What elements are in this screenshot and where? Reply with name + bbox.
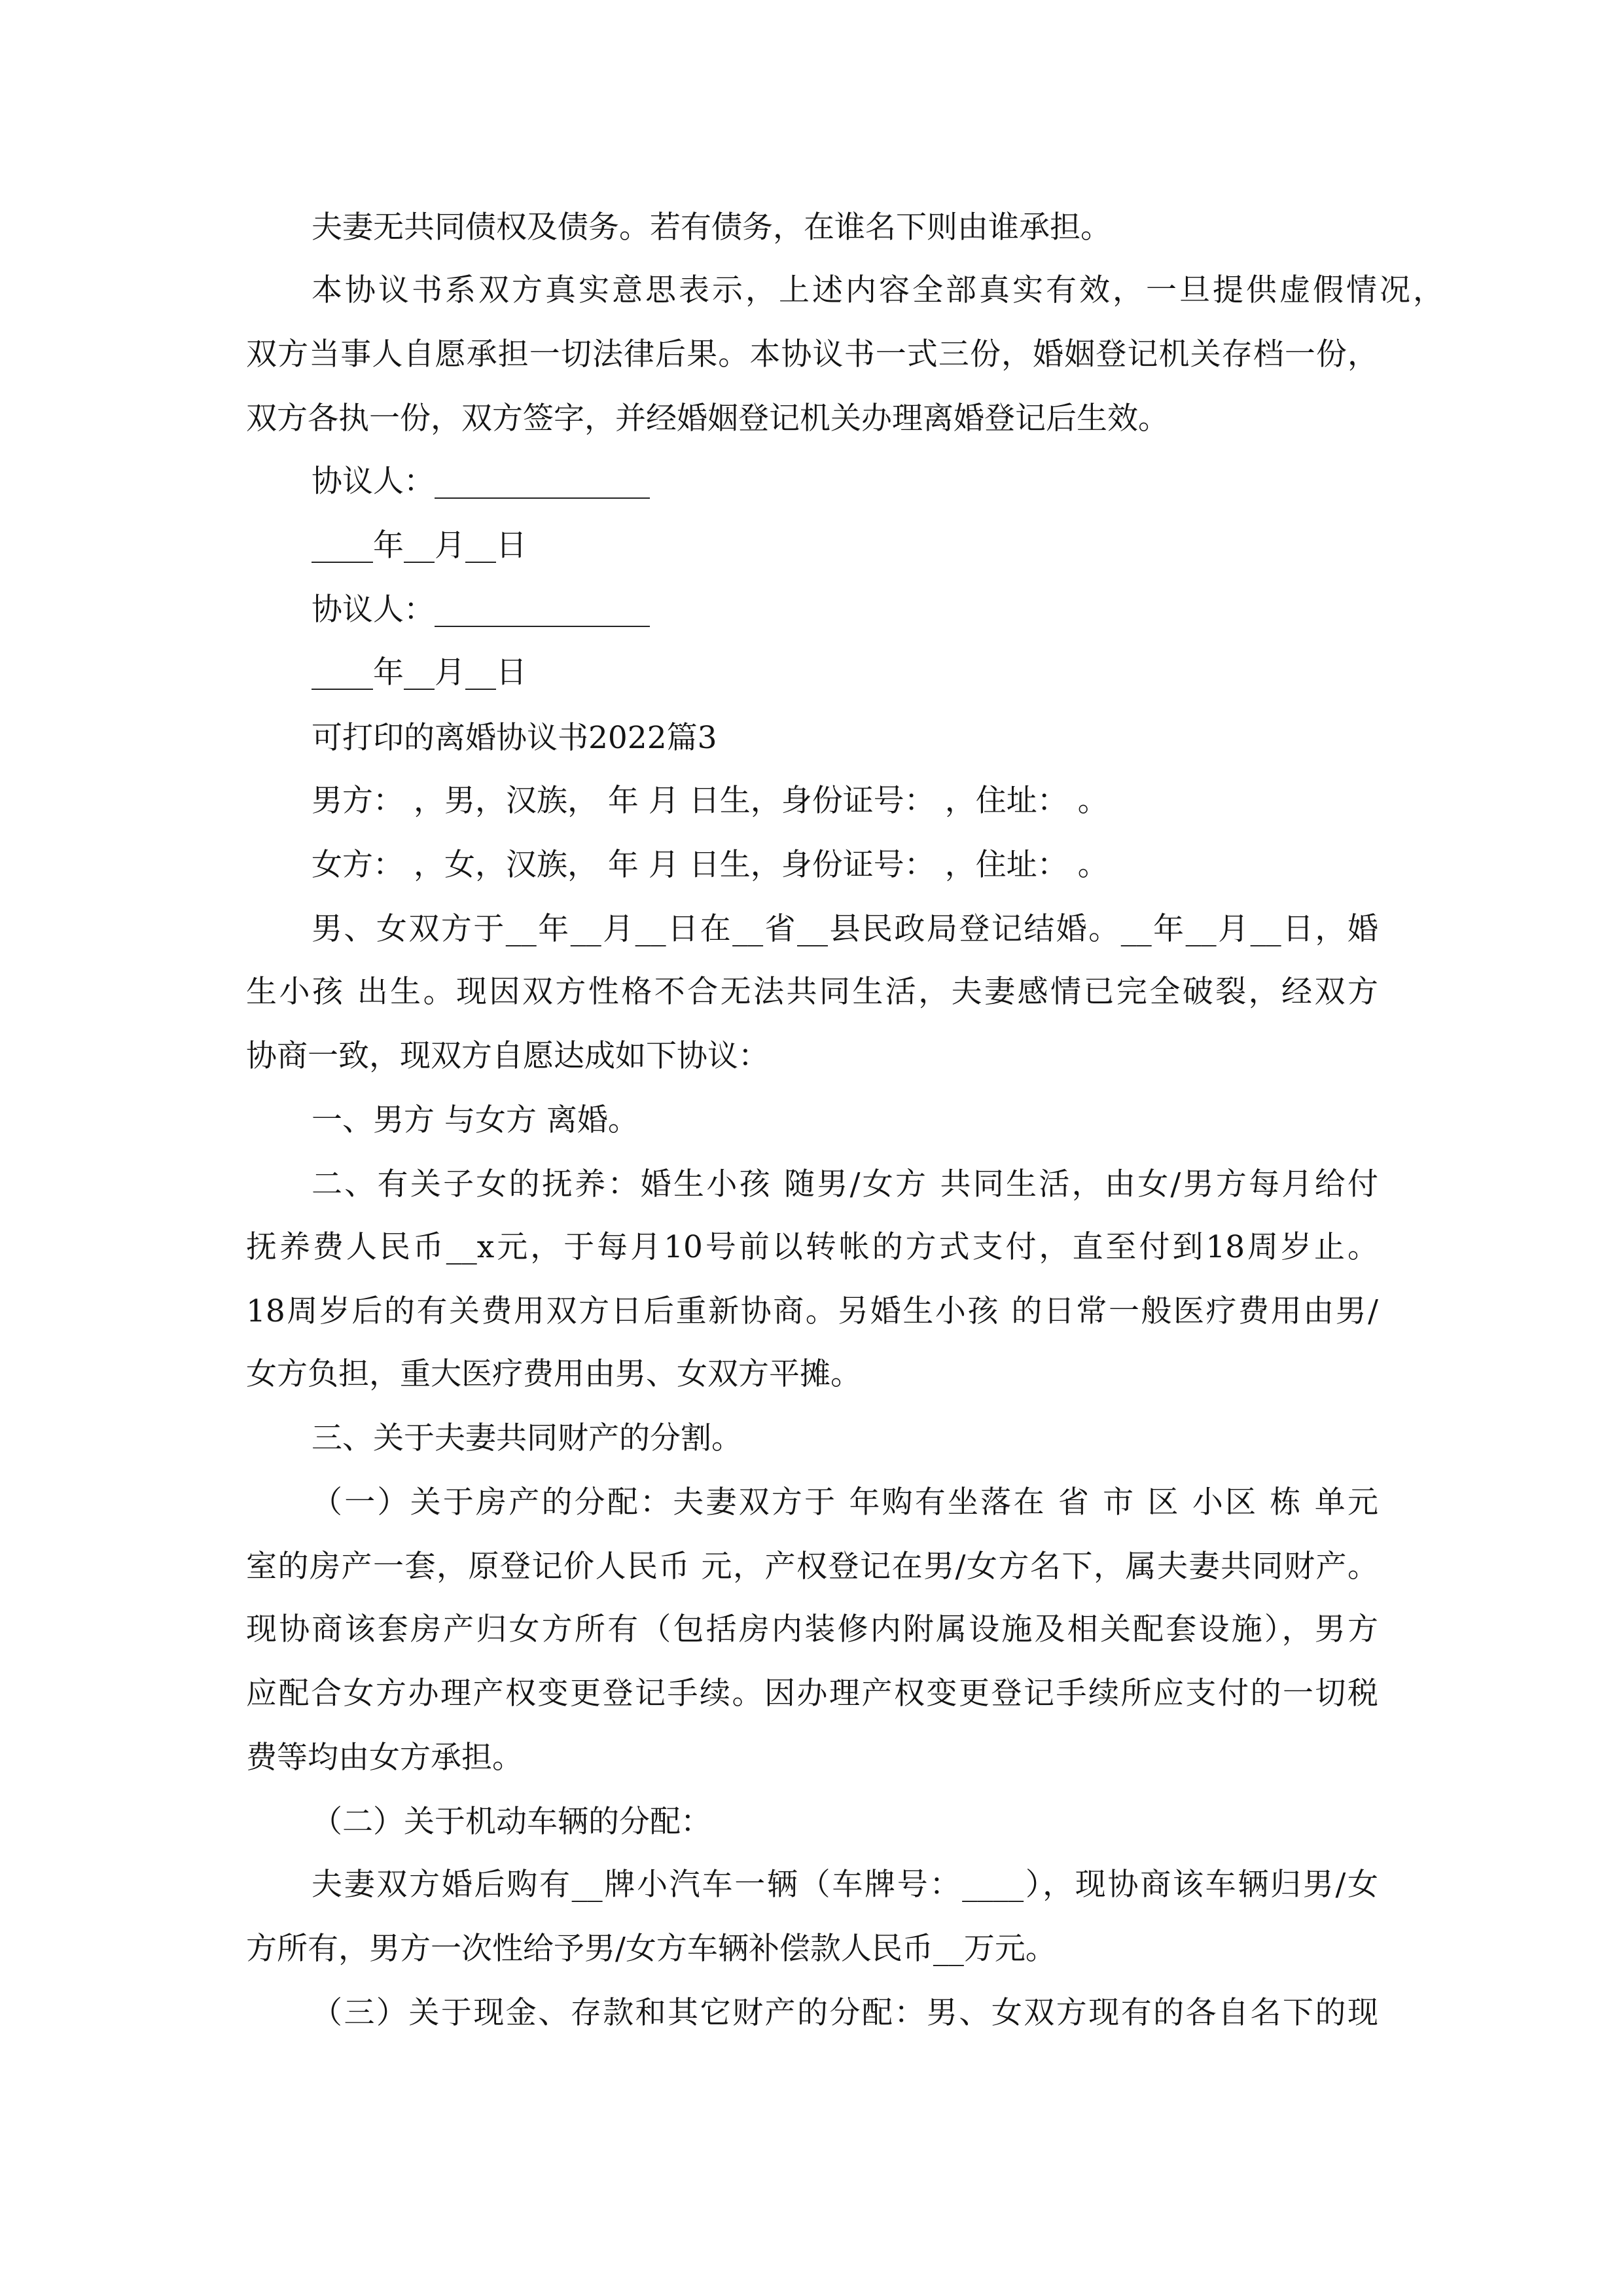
paragraph-line: 女方负担，重大医疗费用由男、女双方平摊。 xyxy=(246,1356,861,1392)
paragraph-line: 本协议书系双方真实意思表示，上述内容全部真实有效，一旦提供虚假情况， xyxy=(312,272,1444,308)
clause-line: 二、有关子女的抚养：婚生小孩 随男/女方 共同生活，由女/男方每月给付 xyxy=(312,1166,1378,1202)
section-title: 可打印的离婚协议书2022篇3 xyxy=(312,720,717,756)
signature-line: 协议人：______________ xyxy=(312,592,650,628)
date-line: ____年__月__日 xyxy=(312,528,527,564)
clause-line: （二）关于机动车辆的分配： xyxy=(312,1804,711,1840)
clause-line: （一）关于房产的分配：夫妻双方于 年购有坐落在 省 市 区 小区 栋 单元 xyxy=(312,1484,1378,1520)
clause-line: （三）关于现金、存款和其它财产的分配：男、女双方现有的各自名下的现 xyxy=(312,1995,1378,2031)
paragraph-line: 协商一致，现双方自愿达成如下协议： xyxy=(246,1038,769,1074)
paragraph-line: 夫妻双方婚后购有__牌小汽车一辆（车牌号：____），现协商该车辆归男/女 xyxy=(312,1867,1378,1903)
paragraph-line: 生小孩 出生。现因双方性格不合无法共同生活，夫妻感情已完全破裂，经双方 xyxy=(246,974,1378,1010)
party-line: 女方： ，女，汉族， 年 月 日生，身份证号： ，住址： 。 xyxy=(312,847,1109,883)
date-line: ____年__月__日 xyxy=(312,655,527,691)
party-line: 男方： ，男，汉族， 年 月 日生，身份证号： ，住址： 。 xyxy=(312,783,1109,819)
paragraph-line: 男、女双方于__年__月__日在__省__县民政局登记结婚。__年__月__日，婚 xyxy=(312,911,1378,947)
paragraph-line: 方所有，男方一次性给予男/女方车辆补偿款人民币__万元。 xyxy=(246,1931,1056,1967)
paragraph-line: 18周岁后的有关费用双方日后重新协商。另婚生小孩 的日常一般医疗费用由男/ xyxy=(246,1293,1378,1329)
paragraph-line: 抚养费人民币__x元，于每月10号前以转帐的方式支付，直至付到18周岁止。 xyxy=(246,1229,1378,1265)
paragraph-line: 费等均由女方承担。 xyxy=(246,1740,523,1776)
paragraph-line: 双方当事人自愿承担一切法律后果。本协议书一式三份，婚姻登记机关存档一份， xyxy=(246,336,1378,372)
paragraph-line: 室的房产一套，原登记价人民币 元，产权登记在男/女方名下，属夫妻共同财产。 xyxy=(246,1549,1378,1585)
paragraph-line: 现协商该套房产归女方所有（包括房内装修内附属设施及相关配套设施），男方 xyxy=(246,1611,1378,1647)
paragraph-line: 双方各执一份，双方签字，并经婚姻登记机关办理离婚登记后生效。 xyxy=(246,401,1169,437)
signature-line: 协议人：______________ xyxy=(312,463,650,499)
paragraph-line: 应配合女方办理产权变更登记手续。因办理产权变更登记手续所应支付的一切税 xyxy=(246,1676,1378,1712)
clause-line: 一、男方 与女方 离婚。 xyxy=(312,1102,639,1138)
paragraph-line: 夫妻无共同债权及债务。若有债务，在谁名下则由谁承担。 xyxy=(312,209,1111,245)
clause-line: 三、关于夫妻共同财产的分割。 xyxy=(312,1420,742,1456)
